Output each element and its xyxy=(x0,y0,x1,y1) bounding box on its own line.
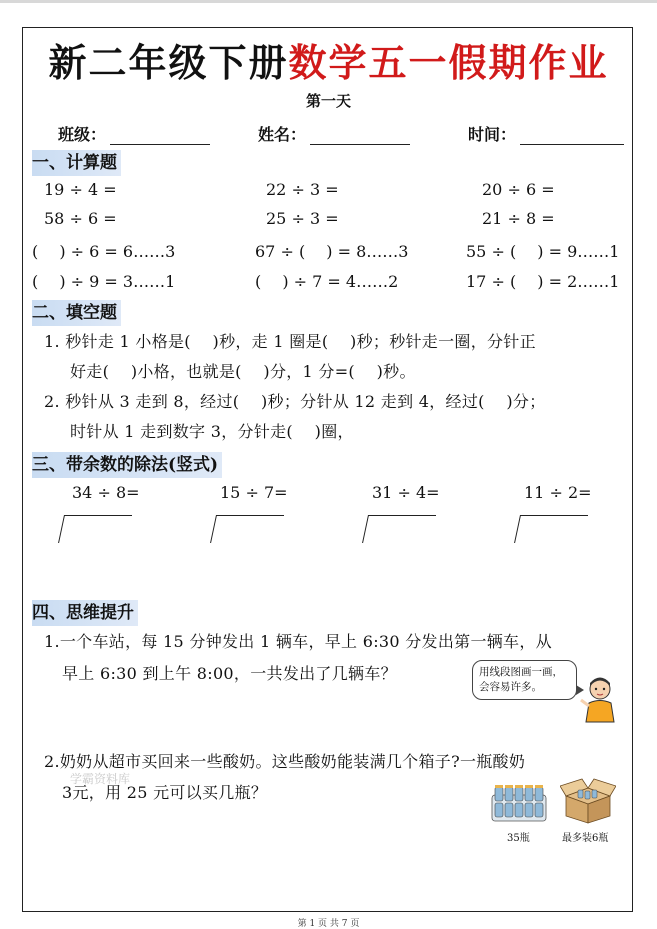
calc-expr: 55 ÷ ( ) = 9……1 xyxy=(466,242,620,261)
fill-question-line: 好走( )小格，也就是( )分，1 分=( )秒。 xyxy=(70,362,416,381)
class-blank[interactable] xyxy=(110,143,210,145)
yogurt-bottles-icon xyxy=(490,783,548,823)
word-problem-line: 1.一个车站，每 15 分钟发出 1 辆车，早上 6:30 分发出第一辆车，从 xyxy=(44,632,552,651)
title-grade: 新二年级下册 xyxy=(48,40,289,85)
time-blank[interactable] xyxy=(520,143,624,145)
section-heading-calculation: 一、计算题 xyxy=(32,150,121,176)
calc-expr: 17 ÷ ( ) = 2……1 xyxy=(466,272,620,291)
calc-expr: ( ) ÷ 6 = 6……3 xyxy=(32,242,176,261)
calc-expr: ( ) ÷ 9 = 3……1 xyxy=(32,272,176,291)
student-illustration-icon xyxy=(580,676,620,724)
top-rule xyxy=(0,0,657,3)
calc-expr: 21 ÷ 8 = xyxy=(482,209,555,228)
hint-line: 用线段图画一画， xyxy=(479,666,563,678)
class-field[interactable] xyxy=(58,122,210,145)
page-title xyxy=(0,40,657,86)
section-heading-long-division: 三、带余数的除法(竖式) xyxy=(32,452,222,478)
word-problem-line: 2.奶奶从超市买回来一些酸奶。这些酸奶能装满几个箱子?一瓶酸奶 xyxy=(44,752,526,771)
division-problem: 31 ÷ 4= xyxy=(372,483,440,502)
word-problem-line: 3元，用 25 元可以买几瓶？ xyxy=(62,783,268,802)
name-label: 姓名： xyxy=(258,125,307,144)
fill-question-line: 2. 秒针从 3 走到 8，经过( )秒；分针从 12 走到 4，经过( )分； xyxy=(44,392,546,411)
watermark: 学霸资料库 xyxy=(70,772,131,786)
name-field[interactable] xyxy=(258,122,410,145)
word-problem-line: 早上 6:30 到上午 8:00，一共发出了几辆车？ xyxy=(62,664,397,683)
fill-question-line: 时针从 1 走到数字 3，分针走( )圈， xyxy=(70,422,354,441)
division-bracket xyxy=(216,515,284,542)
division-bracket xyxy=(368,515,436,542)
calc-expr: 25 ÷ 3 = xyxy=(266,209,339,228)
time-label: 时间： xyxy=(468,125,517,144)
box-caption: 最多装6瓶 xyxy=(562,833,609,844)
name-blank[interactable] xyxy=(310,143,410,145)
division-problem: 15 ÷ 7= xyxy=(220,483,288,502)
division-bracket xyxy=(64,515,132,542)
class-label: 班级： xyxy=(58,125,107,144)
fill-question-line: 1. 秒针走 1 小格是( )秒，走 1 圈是( )秒；秒针走一圈，分针正 xyxy=(44,332,536,351)
division-bracket xyxy=(520,515,588,542)
hint-line: 会容易许多。 xyxy=(479,681,542,693)
calc-expr: ( ) ÷ 7 = 4……2 xyxy=(255,272,399,291)
calc-expr: 20 ÷ 6 = xyxy=(482,180,555,199)
division-problem: 34 ÷ 8= xyxy=(72,483,140,502)
calc-expr: 22 ÷ 3 = xyxy=(266,180,339,199)
division-problem: 11 ÷ 2= xyxy=(524,483,592,502)
section-heading-thinking: 四、思维提升 xyxy=(32,600,138,626)
time-field[interactable] xyxy=(468,122,624,145)
calc-expr: 19 ÷ 4 = xyxy=(44,180,117,199)
calc-expr: 67 ÷ ( ) = 8……3 xyxy=(255,242,409,261)
title-subject: 数学五一假期作业 xyxy=(288,40,609,85)
bottles-caption: 35瓶 xyxy=(507,833,530,844)
section-heading-fill-blank: 二、填空题 xyxy=(32,300,121,326)
day-label: 第一天 xyxy=(305,92,351,110)
calc-expr: 58 ÷ 6 = xyxy=(44,209,117,228)
hint-speech-bubble xyxy=(472,660,577,700)
page-number: 第 1 页 共 7 页 xyxy=(297,919,360,929)
cardboard-box-icon xyxy=(560,778,616,824)
